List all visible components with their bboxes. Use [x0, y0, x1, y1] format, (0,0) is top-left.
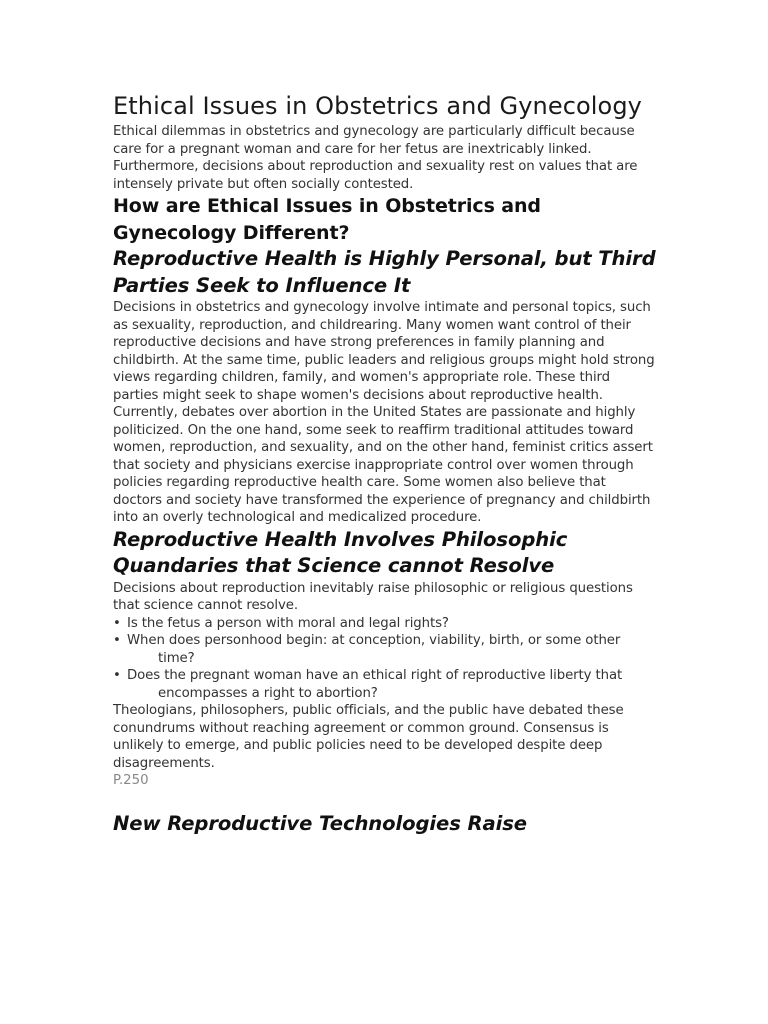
question-list	[113, 615, 658, 703]
bullet-icon: •	[113, 668, 121, 683]
bullet-icon: •	[113, 633, 121, 648]
subsection-philosophic-closing: Theologians, philosophers, public officials, and the public have debated these conundrums without reaching agreement or common ground. Consensus is unlikely to emerge, and public policies need to be developed despite deep disagreements.	[113, 703, 624, 771]
list-item-text: When does personhood begin: at conception, viability, birth, or some other time?	[127, 633, 621, 666]
intro-paragraph: Ethical dilemmas in obstetrics and gynecology are particularly difficult because care for a pregnant woman and care for her fetus are inextricably linked. Furthermore, decisions about reproduction and sexuality rest on values that are intensely private but often socially contested.	[113, 124, 638, 192]
subsection-heading-personal: Reproductive Health is Highly Personal, but Third Parties Seek to Influence It	[113, 247, 656, 297]
list-item-text: Is the fetus a person with moral and legal rights?	[127, 615, 449, 631]
document-page	[113, 90, 658, 837]
list-item-text: Does the pregnant woman have an ethical right of reproductive liberty that encompasses a right to abortion?	[127, 668, 623, 701]
list-item	[113, 667, 658, 702]
subsection-heading-philosophic: Reproductive Health Involves Philosophic Quandaries that Science cannot Resolve	[113, 527, 568, 577]
page-number: P.250	[113, 773, 149, 788]
subsection-philosophic-body: Decisions about reproduction inevitably raise philosophic or religious questions that science cannot resolve.	[113, 580, 633, 613]
list-item	[113, 615, 658, 633]
section-heading-differences: How are Ethical Issues in Obstetrics and Gynecology Different?	[113, 195, 541, 244]
bullet-icon: •	[113, 615, 121, 631]
document-title: Ethical Issues in Obstetrics and Gynecology	[113, 92, 642, 120]
subsection-heading-technologies: New Reproductive Technologies Raise	[113, 811, 527, 835]
subsection-personal-body: Decisions in obstetrics and gynecology involve intimate and personal topics, such as sexuality, reproduction, and childrearing. Many women want control of their reproductive decisions and have strong preferences in family planning and childbirth. At the same time, public leaders and religious groups might hold strong views regarding children, family, and women's appropriate role. These third parties might seek to shape women's decisions about reproductive health. Currently, debates over abortion in the United States are passionate and highly politicized. On the one hand, some seek to reaffirm traditional attitudes toward women, reproduction, and sexuality, and on the other hand, feminist critics assert that society and physicians exercise inappropriate control over women through policies regarding reproductive health care. Some women also believe that doctors and society have transformed the experience of pregnancy and childbirth into an overly technological and medicalized procedure.	[113, 300, 655, 525]
list-item	[113, 632, 658, 667]
